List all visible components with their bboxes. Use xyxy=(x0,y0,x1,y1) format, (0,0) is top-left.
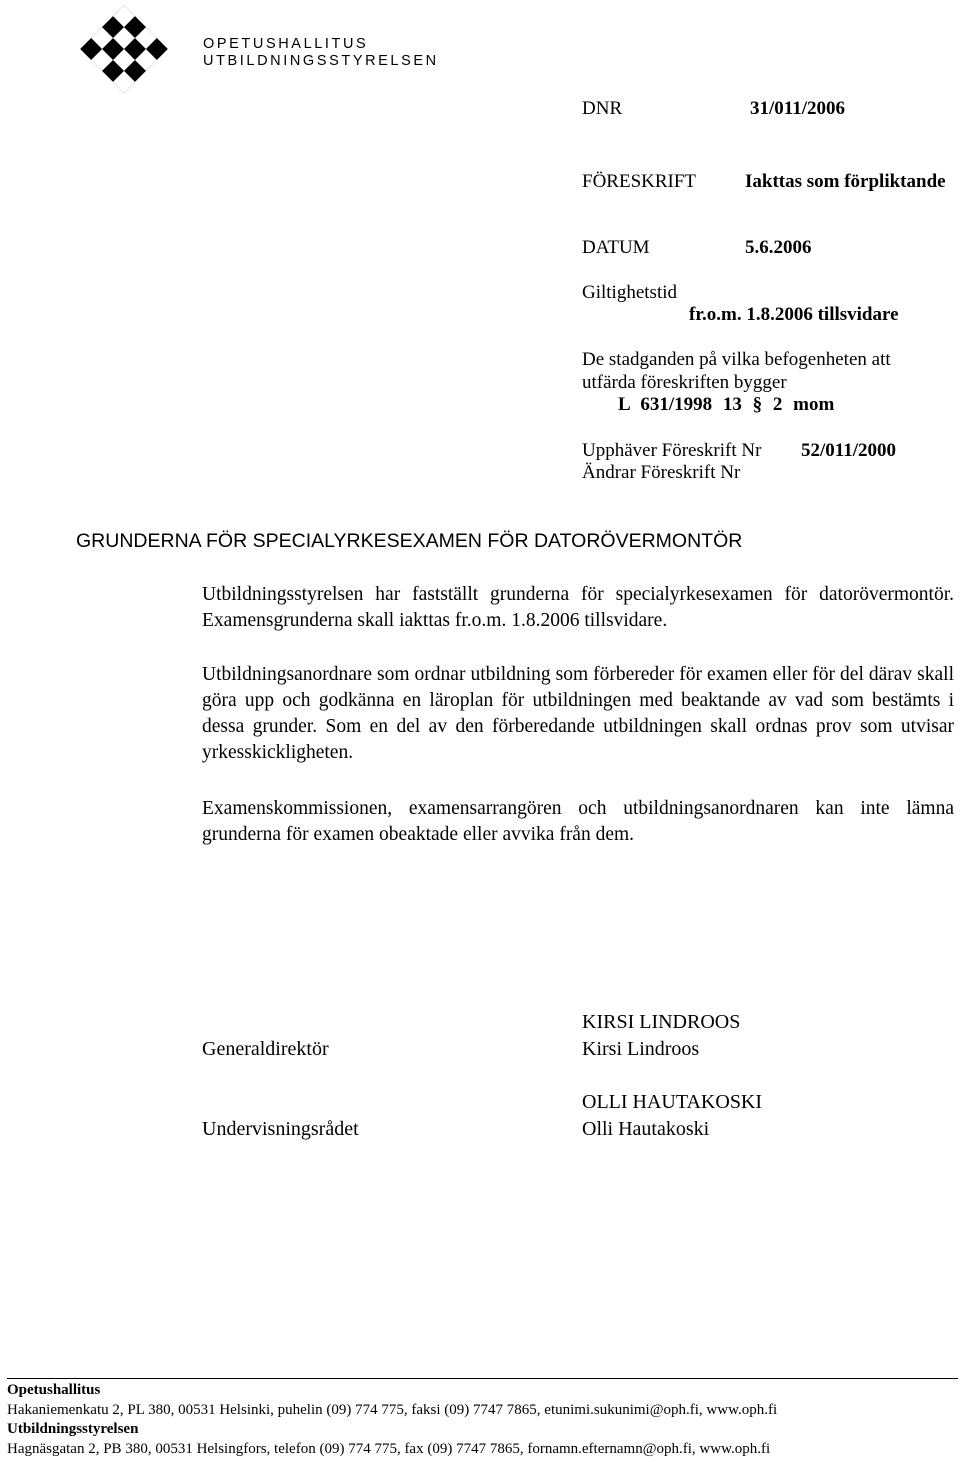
paragraph-text: Utbildningsanordnare som ordnar utbildning som förbereder för examen eller för del därav skall göra upp och godkänna en läroplan för utbildningen med beaktande av vad som bestämts i dessa grunder. Som en del av den förberedande utbildningen skall ordnas prov som utvisar yrkesskickligheten. xyxy=(202,664,954,763)
dnr-value: 31/011/2006 xyxy=(750,98,846,119)
foreskrift-label: FÖRESKRIFT xyxy=(582,171,697,192)
paragraph-text: Utbildningsstyrelsen har fastställt grunderna för specialyrkesexamen för datorövermontör. Examensgrunderna skall iakttas fr.o.m. 1.8.2006 tillsvidare. xyxy=(202,584,954,631)
footer-org-fi: Opetushallitus xyxy=(7,1382,101,1398)
footer xyxy=(7,1378,958,1459)
signature-name-1-caps: KIRSI LINDROOS xyxy=(582,1011,741,1033)
signature-role-1: Generaldirektör xyxy=(202,1038,329,1060)
stadganden-line-2: utfärda föreskriften bygger xyxy=(582,372,787,393)
logo-org-fi: OPETUSHALLITUS xyxy=(203,36,369,52)
body-paragraph-3 xyxy=(202,796,954,848)
upphaver-value: 52/011/2000 xyxy=(801,440,897,461)
signature-name-2: Olli Hautakoski xyxy=(582,1118,710,1140)
stadganden-ref: L 631/1998 13 § 2 mom xyxy=(618,394,835,415)
footer-address-fi: Hakaniemenkatu 2, PL 380, 00531 Helsinki, puhelin (09) 774 775, faksi (09) 7747 7865, etunimi.sukunimi@oph.fi, www.oph.fi xyxy=(7,1401,778,1418)
signature-name-1: Kirsi Lindroos xyxy=(582,1038,700,1060)
giltighet-label: Giltighetstid xyxy=(582,282,677,303)
body-paragraph-2 xyxy=(202,662,954,766)
andrar-label: Ändrar Föreskrift Nr xyxy=(582,462,741,483)
giltighet-value: fr.o.m. 1.8.2006 tillsvidare xyxy=(689,304,899,325)
upphaver-label: Upphäver Föreskrift Nr xyxy=(582,440,762,461)
footer-org-sv: Utbildningsstyrelsen xyxy=(7,1421,139,1437)
signature-role-2: Undervisningsrådet xyxy=(202,1118,359,1140)
footer-address-sv: Hagnäsgatan 2, PB 380, 00531 Helsingfors, telefon (09) 774 775, fax (09) 7747 7865, fornamn.efternamn@oph.fi, www.oph.fi xyxy=(7,1440,771,1457)
document-title: GRUNDERNA FÖR SPECIALYRKESEXAMEN FÖR DATORÖVERMONTÖR xyxy=(76,530,743,552)
diamond-checker-logo-icon xyxy=(78,3,170,95)
foreskrift-value: Iakttas som förpliktande xyxy=(745,171,946,192)
stadganden-line-1: De stadganden på vilka befogenheten att xyxy=(582,349,891,370)
logo-org-sv: UTBILDNINGSSTYRELSEN xyxy=(203,53,439,69)
dnr-label: DNR xyxy=(582,98,623,119)
signature-name-2-caps: OLLI HAUTAKOSKI xyxy=(582,1091,763,1113)
paragraph-text: Examenskommissionen, examensarrangören och utbildningsanordnaren kan inte lämna grunderna för examen obeaktade eller avvika från dem. xyxy=(202,798,954,845)
body-paragraph-1 xyxy=(202,582,954,634)
datum-label: DATUM xyxy=(582,237,650,258)
datum-value: 5.6.2006 xyxy=(745,237,812,258)
